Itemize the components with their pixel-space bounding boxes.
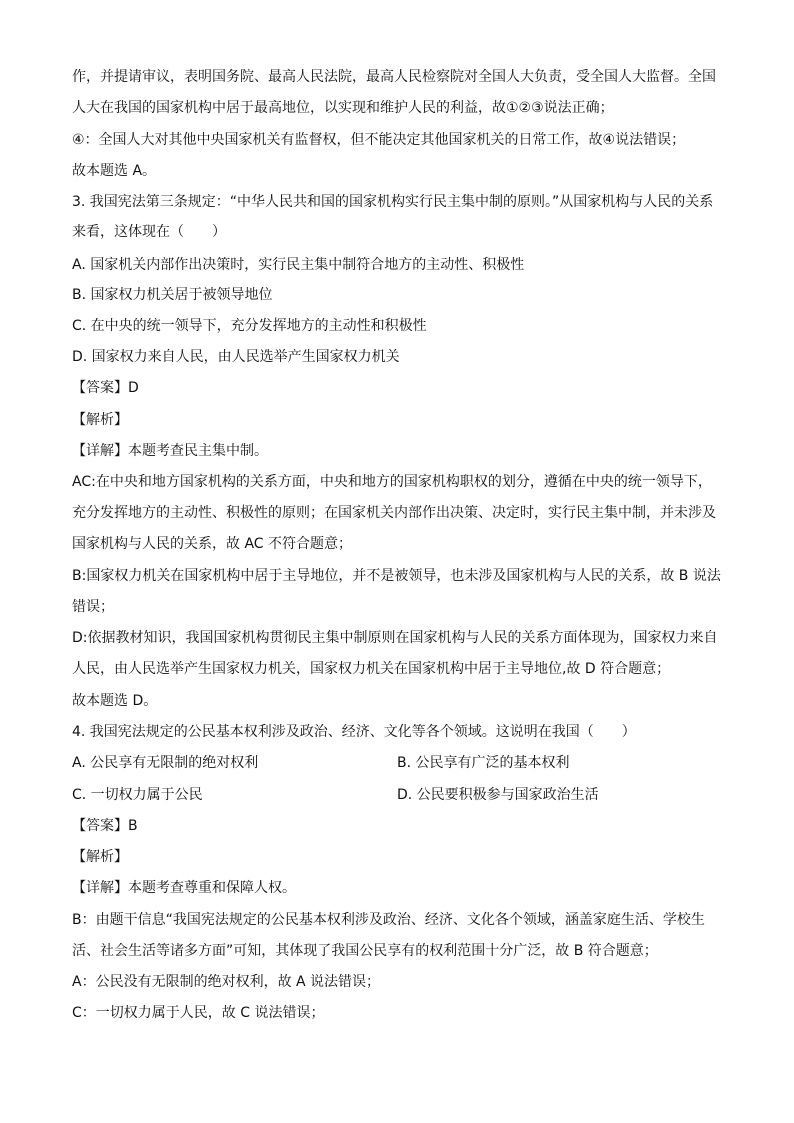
text-line: 人大在我国的国家机构中居于最高地位，以实现和维护人民的利益，故①②③说法正确； <box>72 100 614 116</box>
detail-line: C：一切权力属于人民，故 C 说法错误； <box>72 1005 325 1021</box>
answer-label: 【答案】D <box>72 380 139 396</box>
detail-line: AC:在中央和地方国家机构的关系方面，中央和地方的国家机构职权的划分，遵循在中央的统一领导下， <box>72 474 712 490</box>
detail-line: B：由题干信息“我国宪法规定的公民基本权利涉及政治、经济、文化各个领域，涵盖家庭生活、学校生 <box>72 912 705 928</box>
detail-line: A：公民没有无限制的绝对权利，故 A 说法错误； <box>72 974 381 990</box>
question-3-option-c: C. 在中央的统一领导下，充分发挥地方的主动性和积极性 <box>72 318 427 334</box>
detail-line: B:国家权力机关在国家机构中居于主导地位，并不是被领导，也未涉及国家机构与人民的关系，故 B 说法 <box>72 568 721 584</box>
analysis-label: 【解析】 <box>72 849 128 865</box>
question-4-option-a: A. 公民享有无限制的绝对权利 <box>72 755 259 771</box>
analysis-label: 【解析】 <box>72 412 128 428</box>
detail-line: 人民，由人民选举产生国家权力机关，国家权力机关在国家机构中居于主导地位,故 D 符合题意； <box>72 661 671 677</box>
detail-line: 国家机构与人民的关系，故 AC 不符合题意； <box>72 536 353 552</box>
detail-line: 【详解】本题考查尊重和保障人权。 <box>72 880 296 896</box>
question-3-option-d: D. 国家权力来自人民，由人民选举产生国家权力机关 <box>72 349 400 365</box>
question-4-option-c: C. 一切权力属于公民 <box>72 787 203 803</box>
question-3-option-a: A. 国家机关内部作出决策时，实行民主集中制符合地方的主动性、积极性 <box>72 257 525 273</box>
text-line: 作，并提请审议，表明国务院、最高人民法院，最高人民检察院对全国人大负责，受全国人大监督。全国 <box>72 69 716 85</box>
text-line: 故本题选 A。 <box>72 163 157 179</box>
question-4-option-d: D. 公民要积极参与国家政治生活 <box>397 787 599 803</box>
answer-label: 【答案】B <box>72 818 138 834</box>
question-3-option-b: B. 国家权力机关居于被领导地位 <box>72 287 273 303</box>
detail-line: 活、社会生活等诸多方面”可知，其体现了我国公民享有的权利范围十分广泛，故 B 符合题意； <box>72 943 658 959</box>
detail-line: D:依据教材知识，我国国家机构贯彻民主集中制原则在国家机构与人民的关系方面体现为，国家权力来自 <box>72 630 718 646</box>
detail-line: 故本题选 D。 <box>72 693 158 709</box>
question-3-stem: 3. 我国宪法第三条规定：“中华人民共和国的国家机构实行民主集中制的原则。”从国家机构与人民的关系 <box>72 194 714 210</box>
detail-line: 【详解】本题考查民主集中制。 <box>72 443 268 459</box>
question-4-option-b: B. 公民享有广泛的基本权利 <box>397 755 570 771</box>
detail-line: 错误； <box>72 599 114 615</box>
question-3-stem: 来看，这体现在（ ） <box>72 224 226 240</box>
detail-line: 充分发挥地方的主动性、积极性的原则；在国家机关内部作出决策、决定时，实行民主集中制，并未涉及 <box>72 505 716 521</box>
text-line: ④：全国人大对其他中央国家机关有监督权，但不能决定其他国家机关的日常工作，故④说法错误； <box>72 132 686 148</box>
question-4-stem: 4. 我国宪法规定的公民基本权利涉及政治、经济、文化等各个领域。这说明在我国（ ） <box>72 724 636 740</box>
